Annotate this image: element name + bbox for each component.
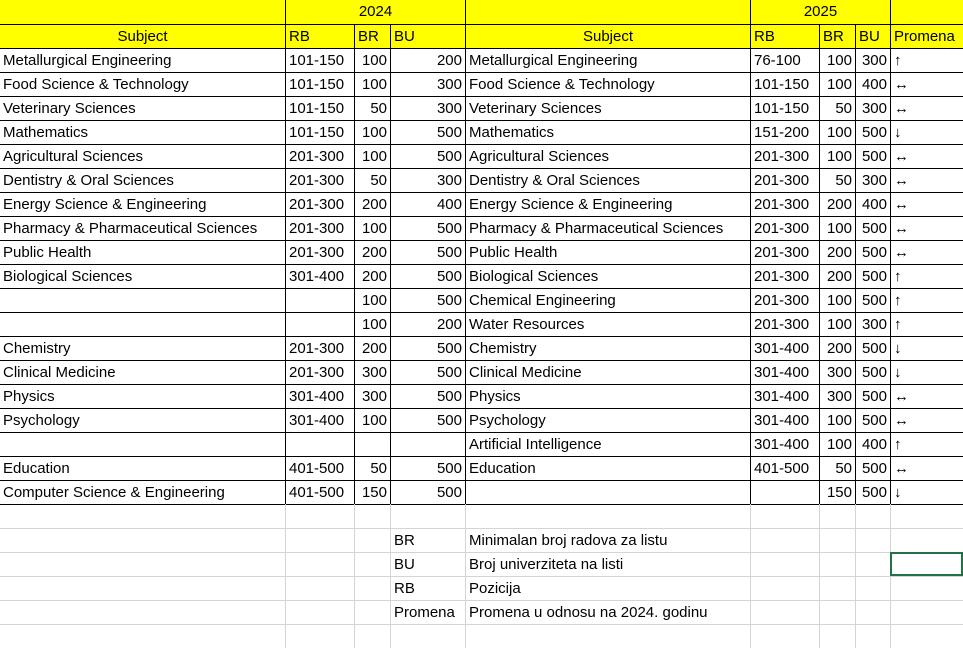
cell-rb-2024[interactable]: 101-150 — [285, 72, 354, 96]
cell-br-2025[interactable]: 200 — [819, 336, 855, 360]
cell-rb-2024[interactable]: 201-300 — [285, 216, 354, 240]
empty-cell[interactable] — [855, 504, 890, 528]
empty-cell[interactable] — [890, 600, 963, 624]
cell-br-2024[interactable] — [354, 432, 390, 456]
cell-bu-2025[interactable]: 500 — [855, 240, 890, 264]
cell-bu-2024[interactable]: 500 — [390, 456, 465, 480]
empty-cell[interactable] — [0, 600, 285, 624]
cell-bu-2024[interactable]: 200 — [390, 48, 465, 72]
empty-cell[interactable] — [354, 504, 390, 528]
cell-promena[interactable]: ↔ — [890, 168, 963, 192]
cell-promena[interactable]: ↔ — [890, 456, 963, 480]
empty-cell[interactable] — [750, 576, 819, 600]
header-subject-2024[interactable]: Subject — [0, 24, 285, 48]
cell-rb-2025[interactable]: 101-150 — [750, 72, 819, 96]
cell-rb-2025[interactable]: 201-300 — [750, 192, 819, 216]
empty-cell[interactable] — [285, 600, 354, 624]
cell-subject-2024[interactable]: Computer Science & Engineering — [0, 480, 285, 504]
header-subject-spacer-2025[interactable] — [465, 0, 750, 24]
cell-promena[interactable]: ↑ — [890, 48, 963, 72]
cell-bu-2024[interactable]: 500 — [390, 240, 465, 264]
cell-subject-2025[interactable]: Metallurgical Engineering — [465, 48, 750, 72]
cell-rb-2024[interactable]: 301-400 — [285, 408, 354, 432]
cell-bu-2025[interactable]: 500 — [855, 480, 890, 504]
cell-bu-2024[interactable]: 500 — [390, 120, 465, 144]
cell-bu-2025[interactable]: 400 — [855, 192, 890, 216]
cell-rb-2025[interactable]: 101-150 — [750, 96, 819, 120]
cell-bu-2025[interactable]: 500 — [855, 288, 890, 312]
header-subject-2025[interactable]: Subject — [465, 24, 750, 48]
cell-br-2025[interactable]: 100 — [819, 120, 855, 144]
empty-cell[interactable] — [819, 552, 855, 576]
empty-cell[interactable] — [0, 576, 285, 600]
empty-cell[interactable] — [819, 600, 855, 624]
cell-br-2025[interactable]: 200 — [819, 240, 855, 264]
empty-cell[interactable] — [0, 528, 285, 552]
cell-bu-2025[interactable]: 300 — [855, 312, 890, 336]
empty-cell[interactable] — [285, 624, 354, 648]
cell-subject-2024[interactable]: Biological Sciences — [0, 264, 285, 288]
empty-cell[interactable] — [285, 504, 354, 528]
empty-cell[interactable] — [819, 624, 855, 648]
empty-cell[interactable] — [819, 528, 855, 552]
cell-subject-2024[interactable]: Dentistry & Oral Sciences — [0, 168, 285, 192]
legend-key[interactable]: Promena — [390, 600, 465, 624]
empty-cell[interactable] — [890, 576, 963, 600]
cell-subject-2024[interactable] — [0, 312, 285, 336]
cell-br-2025[interactable]: 100 — [819, 144, 855, 168]
header-promena[interactable]: Promena — [890, 24, 963, 48]
cell-rb-2025[interactable]: 201-300 — [750, 288, 819, 312]
cell-bu-2024[interactable]: 500 — [390, 336, 465, 360]
empty-cell[interactable] — [855, 600, 890, 624]
cell-br-2024[interactable]: 100 — [354, 408, 390, 432]
cell-br-2024[interactable]: 200 — [354, 336, 390, 360]
empty-cell[interactable] — [855, 528, 890, 552]
cell-bu-2024[interactable]: 500 — [390, 360, 465, 384]
cell-rb-2025[interactable]: 201-300 — [750, 312, 819, 336]
header-subject-spacer-2024[interactable] — [0, 0, 285, 24]
cell-rb-2025[interactable]: 201-300 — [750, 168, 819, 192]
cell-promena[interactable]: ↓ — [890, 360, 963, 384]
empty-cell[interactable] — [750, 624, 819, 648]
cell-subject-2024[interactable]: Food Science & Technology — [0, 72, 285, 96]
cell-br-2025[interactable]: 100 — [819, 408, 855, 432]
cell-subject-2024[interactable]: Veterinary Sciences — [0, 96, 285, 120]
cell-br-2025[interactable]: 100 — [819, 216, 855, 240]
cell-bu-2025[interactable]: 500 — [855, 408, 890, 432]
cell-subject-2025[interactable]: Artificial Intelligence — [465, 432, 750, 456]
legend-key[interactable]: BR — [390, 528, 465, 552]
empty-cell[interactable] — [354, 552, 390, 576]
cell-bu-2025[interactable]: 300 — [855, 48, 890, 72]
cell-br-2025[interactable]: 200 — [819, 264, 855, 288]
cell-promena[interactable]: ↔ — [890, 144, 963, 168]
cell-bu-2024[interactable]: 300 — [390, 96, 465, 120]
empty-cell[interactable] — [750, 552, 819, 576]
cell-br-2025[interactable]: 300 — [819, 384, 855, 408]
empty-cell[interactable] — [390, 504, 465, 528]
empty-cell[interactable] — [890, 504, 963, 528]
cell-br-2025[interactable]: 200 — [819, 192, 855, 216]
cell-bu-2024[interactable]: 500 — [390, 384, 465, 408]
empty-cell[interactable] — [890, 528, 963, 552]
header-br-2025[interactable]: BR — [819, 24, 855, 48]
cell-bu-2024[interactable] — [390, 432, 465, 456]
cell-subject-2024[interactable]: Metallurgical Engineering — [0, 48, 285, 72]
cell-br-2024[interactable]: 100 — [354, 72, 390, 96]
empty-cell[interactable] — [465, 624, 750, 648]
empty-cell[interactable] — [890, 624, 963, 648]
cell-rb-2024[interactable]: 201-300 — [285, 240, 354, 264]
cell-rb-2025[interactable]: 201-300 — [750, 264, 819, 288]
cell-subject-2025[interactable]: Education — [465, 456, 750, 480]
cell-promena[interactable]: ↑ — [890, 432, 963, 456]
empty-cell[interactable] — [0, 552, 285, 576]
cell-br-2025[interactable]: 100 — [819, 432, 855, 456]
cell-rb-2024[interactable]: 201-300 — [285, 336, 354, 360]
cell-subject-2025[interactable]: Energy Science & Engineering — [465, 192, 750, 216]
cell-br-2024[interactable]: 50 — [354, 456, 390, 480]
cell-promena[interactable]: ↑ — [890, 264, 963, 288]
cell-subject-2025[interactable]: Dentistry & Oral Sciences — [465, 168, 750, 192]
cell-bu-2025[interactable]: 500 — [855, 264, 890, 288]
cell-subject-2025[interactable]: Mathematics — [465, 120, 750, 144]
cell-subject-2025[interactable]: Veterinary Sciences — [465, 96, 750, 120]
cell-rb-2024[interactable]: 301-400 — [285, 384, 354, 408]
cell-bu-2025[interactable]: 500 — [855, 456, 890, 480]
empty-cell[interactable] — [354, 576, 390, 600]
cell-subject-2024[interactable]: Chemistry — [0, 336, 285, 360]
cell-rb-2025[interactable]: 301-400 — [750, 360, 819, 384]
cell-subject-2025[interactable]: Physics — [465, 384, 750, 408]
cell-promena[interactable]: ↔ — [890, 192, 963, 216]
legend-description[interactable]: Broj univerziteta na listi — [465, 552, 819, 576]
cell-rb-2025[interactable]: 301-400 — [750, 408, 819, 432]
header-promena-spacer[interactable] — [890, 0, 963, 24]
legend-key[interactable]: RB — [390, 576, 465, 600]
cell-subject-2024[interactable]: Mathematics — [0, 120, 285, 144]
cell-promena[interactable]: ↓ — [890, 336, 963, 360]
cell-subject-2024[interactable]: Agricultural Sciences — [0, 144, 285, 168]
cell-promena[interactable]: ↔ — [890, 216, 963, 240]
cell-rb-2024[interactable]: 301-400 — [285, 264, 354, 288]
empty-cell[interactable] — [354, 624, 390, 648]
cell-br-2025[interactable]: 150 — [819, 480, 855, 504]
cell-bu-2024[interactable]: 500 — [390, 216, 465, 240]
cell-rb-2024[interactable]: 101-150 — [285, 120, 354, 144]
cell-rb-2024[interactable]: 401-500 — [285, 456, 354, 480]
cell-rb-2024[interactable] — [285, 288, 354, 312]
cell-subject-2024[interactable]: Psychology — [0, 408, 285, 432]
header-rb-2024[interactable]: RB — [285, 24, 354, 48]
cell-subject-2025[interactable]: Clinical Medicine — [465, 360, 750, 384]
cell-br-2024[interactable]: 200 — [354, 192, 390, 216]
empty-cell[interactable] — [819, 576, 855, 600]
cell-bu-2024[interactable]: 200 — [390, 312, 465, 336]
cell-rb-2024[interactable]: 101-150 — [285, 96, 354, 120]
cell-subject-2025[interactable]: Chemical Engineering — [465, 288, 750, 312]
cell-subject-2025[interactable]: Pharmacy & Pharmaceutical Sciences — [465, 216, 750, 240]
active-cell-selection[interactable] — [890, 552, 963, 576]
cell-promena[interactable]: ↔ — [890, 240, 963, 264]
cell-bu-2024[interactable]: 500 — [390, 264, 465, 288]
cell-br-2024[interactable]: 100 — [354, 216, 390, 240]
cell-rb-2025[interactable]: 151-200 — [750, 120, 819, 144]
cell-subject-2024[interactable]: Clinical Medicine — [0, 360, 285, 384]
legend-description[interactable]: Pozicija — [465, 576, 819, 600]
cell-rb-2025[interactable]: 76-100 — [750, 48, 819, 72]
cell-rb-2025[interactable]: 201-300 — [750, 216, 819, 240]
cell-subject-2025[interactable]: Psychology — [465, 408, 750, 432]
cell-subject-2025[interactable]: Public Health — [465, 240, 750, 264]
header-rb-2025[interactable]: RB — [750, 24, 819, 48]
cell-br-2024[interactable]: 200 — [354, 240, 390, 264]
empty-cell[interactable] — [855, 552, 890, 576]
cell-rb-2025[interactable]: 301-400 — [750, 336, 819, 360]
empty-cell[interactable] — [750, 528, 819, 552]
cell-br-2024[interactable]: 50 — [354, 168, 390, 192]
legend-description[interactable]: Promena u odnosu na 2024. godinu — [465, 600, 819, 624]
cell-br-2024[interactable]: 100 — [354, 120, 390, 144]
cell-br-2025[interactable]: 300 — [819, 360, 855, 384]
cell-rb-2024[interactable]: 201-300 — [285, 168, 354, 192]
cell-br-2024[interactable]: 50 — [354, 96, 390, 120]
cell-bu-2025[interactable]: 500 — [855, 384, 890, 408]
cell-rb-2024[interactable] — [285, 432, 354, 456]
cell-br-2025[interactable]: 100 — [819, 72, 855, 96]
cell-subject-2025[interactable]: Food Science & Technology — [465, 72, 750, 96]
cell-br-2024[interactable]: 100 — [354, 288, 390, 312]
empty-cell[interactable] — [750, 504, 819, 528]
cell-rb-2024[interactable] — [285, 312, 354, 336]
cell-bu-2025[interactable]: 500 — [855, 360, 890, 384]
cell-promena[interactable]: ↓ — [890, 120, 963, 144]
cell-promena[interactable]: ↔ — [890, 72, 963, 96]
cell-bu-2024[interactable]: 500 — [390, 480, 465, 504]
cell-br-2025[interactable]: 100 — [819, 312, 855, 336]
cell-subject-2025[interactable]: Water Resources — [465, 312, 750, 336]
cell-rb-2025[interactable] — [750, 480, 819, 504]
cell-rb-2024[interactable]: 201-300 — [285, 360, 354, 384]
cell-br-2025[interactable]: 50 — [819, 168, 855, 192]
cell-rb-2024[interactable]: 401-500 — [285, 480, 354, 504]
cell-rb-2025[interactable]: 201-300 — [750, 240, 819, 264]
header-year-2024[interactable]: 2024 — [285, 0, 465, 24]
cell-rb-2024[interactable]: 201-300 — [285, 144, 354, 168]
header-bu-2025[interactable]: BU — [855, 24, 890, 48]
cell-rb-2025[interactable]: 401-500 — [750, 456, 819, 480]
header-bu-2024[interactable]: BU — [390, 24, 465, 48]
cell-bu-2024[interactable]: 500 — [390, 288, 465, 312]
cell-subject-2024[interactable]: Physics — [0, 384, 285, 408]
cell-br-2025[interactable]: 50 — [819, 96, 855, 120]
cell-bu-2025[interactable]: 500 — [855, 144, 890, 168]
cell-subject-2024[interactable]: Pharmacy & Pharmaceutical Sciences — [0, 216, 285, 240]
cell-br-2024[interactable]: 150 — [354, 480, 390, 504]
cell-bu-2024[interactable]: 500 — [390, 144, 465, 168]
empty-cell[interactable] — [390, 624, 465, 648]
legend-description[interactable]: Minimalan broj radova za listu — [465, 528, 819, 552]
cell-bu-2025[interactable]: 400 — [855, 432, 890, 456]
cell-br-2024[interactable]: 100 — [354, 312, 390, 336]
cell-bu-2025[interactable]: 400 — [855, 72, 890, 96]
cell-promena[interactable]: ↔ — [890, 408, 963, 432]
cell-rb-2025[interactable]: 301-400 — [750, 384, 819, 408]
cell-promena[interactable]: ↑ — [890, 312, 963, 336]
cell-subject-2024[interactable]: Public Health — [0, 240, 285, 264]
cell-bu-2025[interactable]: 300 — [855, 96, 890, 120]
cell-br-2024[interactable]: 300 — [354, 384, 390, 408]
cell-bu-2024[interactable]: 500 — [390, 408, 465, 432]
empty-cell[interactable] — [0, 504, 285, 528]
cell-subject-2025[interactable]: Biological Sciences — [465, 264, 750, 288]
cell-subject-2024[interactable]: Education — [0, 456, 285, 480]
cell-rb-2024[interactable]: 201-300 — [285, 192, 354, 216]
cell-br-2025[interactable]: 50 — [819, 456, 855, 480]
cell-subject-2025[interactable]: Chemistry — [465, 336, 750, 360]
cell-br-2024[interactable]: 200 — [354, 264, 390, 288]
cell-rb-2025[interactable]: 301-400 — [750, 432, 819, 456]
empty-cell[interactable] — [855, 576, 890, 600]
cell-bu-2025[interactable]: 500 — [855, 216, 890, 240]
cell-promena[interactable]: ↓ — [890, 480, 963, 504]
cell-rb-2024[interactable]: 101-150 — [285, 48, 354, 72]
cell-bu-2024[interactable]: 400 — [390, 192, 465, 216]
cell-br-2024[interactable]: 300 — [354, 360, 390, 384]
empty-cell[interactable] — [354, 528, 390, 552]
cell-br-2024[interactable]: 100 — [354, 144, 390, 168]
empty-cell[interactable] — [750, 600, 819, 624]
header-year-2025[interactable]: 2025 — [750, 0, 890, 24]
legend-key[interactable]: BU — [390, 552, 465, 576]
empty-cell[interactable] — [465, 504, 750, 528]
cell-rb-2025[interactable]: 201-300 — [750, 144, 819, 168]
cell-br-2025[interactable]: 100 — [819, 48, 855, 72]
cell-br-2024[interactable]: 100 — [354, 48, 390, 72]
cell-subject-2025[interactable]: Agricultural Sciences — [465, 144, 750, 168]
cell-promena[interactable]: ↑ — [890, 288, 963, 312]
cell-bu-2025[interactable]: 500 — [855, 336, 890, 360]
cell-promena[interactable]: ↔ — [890, 96, 963, 120]
cell-bu-2024[interactable]: 300 — [390, 168, 465, 192]
cell-subject-2024[interactable]: Energy Science & Engineering — [0, 192, 285, 216]
cell-subject-2024[interactable] — [0, 432, 285, 456]
empty-cell[interactable] — [0, 624, 285, 648]
empty-cell[interactable] — [354, 600, 390, 624]
header-br-2024[interactable]: BR — [354, 24, 390, 48]
empty-cell[interactable] — [285, 576, 354, 600]
empty-cell[interactable] — [819, 504, 855, 528]
empty-cell[interactable] — [285, 528, 354, 552]
cell-bu-2024[interactable]: 300 — [390, 72, 465, 96]
empty-cell[interactable] — [285, 552, 354, 576]
cell-bu-2025[interactable]: 500 — [855, 120, 890, 144]
cell-br-2025[interactable]: 100 — [819, 288, 855, 312]
cell-subject-2024[interactable] — [0, 288, 285, 312]
empty-cell[interactable] — [855, 624, 890, 648]
cell-subject-2025[interactable] — [465, 480, 750, 504]
cell-bu-2025[interactable]: 300 — [855, 168, 890, 192]
cell-promena[interactable]: ↔ — [890, 384, 963, 408]
